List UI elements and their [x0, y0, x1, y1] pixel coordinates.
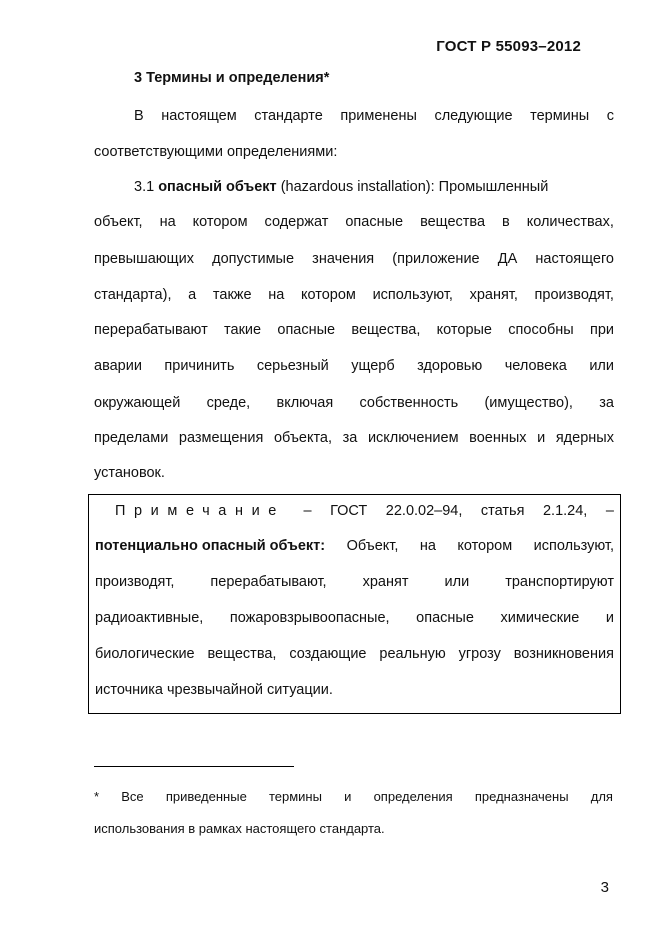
word: превышающих: [94, 251, 194, 267]
word: производят,: [95, 574, 175, 590]
word: –: [605, 503, 614, 519]
word: вещества,: [351, 322, 421, 338]
word: производят,: [534, 287, 614, 303]
term-3-1-heading: [134, 178, 548, 196]
word: определения: [373, 789, 453, 804]
word: (приложение: [392, 251, 480, 267]
word: пожаровзрывоопасные,: [229, 610, 390, 626]
word: –: [303, 503, 312, 519]
word: Все: [121, 789, 144, 804]
word: исключением: [367, 430, 459, 446]
word: Объект,: [346, 538, 399, 554]
term-line-8: [94, 429, 614, 447]
term-line-3: [94, 250, 614, 268]
word: опасные: [416, 610, 474, 626]
note-line-1: [95, 502, 614, 520]
word: серьезный: [256, 358, 329, 374]
word: аварии: [94, 358, 142, 374]
word: стандарте: [254, 108, 323, 124]
word: за: [599, 395, 614, 411]
word: на: [159, 214, 176, 230]
word: используют,: [533, 538, 614, 554]
word: такие: [224, 322, 262, 338]
word: собственность: [359, 395, 459, 411]
note-line-4: [95, 609, 614, 627]
term-name: опасный объект: [158, 179, 277, 195]
word: настоящего: [535, 251, 614, 267]
word: которые: [436, 322, 493, 338]
word: за: [342, 430, 358, 446]
word: здоровью: [417, 358, 483, 374]
word: перерабатывают,: [210, 574, 327, 590]
footnote-marker: *: [94, 789, 100, 804]
word: человека: [504, 358, 567, 374]
word: создающие: [289, 646, 367, 662]
note-term: потенциально опасный объект:: [95, 538, 326, 554]
word: приведенные: [165, 789, 247, 804]
word: котором: [192, 214, 248, 230]
word: окружающей: [94, 395, 181, 411]
word: включая: [276, 395, 334, 411]
word: термины: [268, 789, 322, 804]
section-title: 3 Термины и определения*: [134, 70, 330, 86]
term-line-4: [94, 286, 614, 304]
word: с: [606, 108, 614, 124]
term-line-2: [94, 213, 614, 231]
term-number: 3.1: [134, 179, 155, 195]
term-english: (hazardous installation):: [280, 179, 435, 195]
word: следующие: [434, 108, 513, 124]
word: опасные: [345, 214, 404, 230]
word: настоящем: [161, 108, 237, 124]
word: В: [134, 108, 144, 124]
term-line-9: установок.: [94, 465, 165, 481]
word: опасные: [277, 322, 336, 338]
word: для: [590, 789, 613, 804]
word: в: [502, 214, 510, 230]
word: при: [589, 322, 614, 338]
word: объекта,: [273, 430, 333, 446]
note-label: Примечание: [115, 503, 285, 519]
word: транспортируют: [505, 574, 614, 590]
word: угрозу: [458, 646, 501, 662]
word: или: [589, 358, 614, 374]
word: и: [537, 430, 546, 446]
word: хранят: [362, 574, 409, 590]
word: перерабатывают: [94, 322, 208, 338]
word: и: [605, 610, 614, 626]
page-number: 3: [600, 879, 609, 896]
word: вещества,: [207, 646, 277, 662]
word: ущерб: [351, 358, 395, 374]
word: котором: [457, 538, 513, 554]
word: применены: [340, 108, 417, 124]
word: предназначены: [474, 789, 569, 804]
word: значения: [312, 251, 375, 267]
word: способны: [508, 322, 574, 338]
word: среде,: [206, 395, 251, 411]
term-line-5: [94, 321, 614, 339]
word: ядерных: [555, 430, 614, 446]
word: объект,: [94, 214, 143, 230]
word: а: [188, 287, 197, 303]
note-line-3: [95, 573, 614, 591]
word: используют,: [372, 287, 453, 303]
word: пределами: [94, 430, 169, 446]
word: 2.1.24,: [542, 503, 588, 519]
word: на: [268, 287, 285, 303]
intro-line-1: [134, 107, 614, 125]
word: на: [419, 538, 436, 554]
word: военных: [469, 430, 527, 446]
word: и: [344, 789, 352, 804]
word: возникновения: [513, 646, 614, 662]
word: или: [444, 574, 470, 590]
note-line-5: [95, 645, 614, 663]
word: радиоактивные,: [95, 610, 204, 626]
term-line-6: [94, 357, 614, 375]
word: химические: [500, 610, 580, 626]
word: (имущество),: [484, 395, 573, 411]
word: 22.0.02–94,: [385, 503, 463, 519]
footnote-line-2: использования в рамках настоящего стандарта.: [94, 821, 385, 836]
word: ГОСТ: [330, 503, 368, 519]
word: содержат: [264, 214, 329, 230]
intro-line-2: соответствующими определениями:: [94, 144, 338, 160]
word: количествах,: [526, 214, 614, 230]
note-line-6: источника чрезвычайной ситуации.: [95, 682, 333, 698]
note-line-2: [95, 537, 614, 555]
document-code-header: ГОСТ Р 55093–2012: [436, 38, 581, 55]
word: статья: [480, 503, 525, 519]
word: реальную: [379, 646, 446, 662]
word: хранят,: [469, 287, 518, 303]
word: вещества: [420, 214, 486, 230]
term-line-7: [94, 394, 614, 412]
word: причинить: [164, 358, 235, 374]
term-lead: Промышленный: [438, 179, 549, 195]
word: биологические: [95, 646, 195, 662]
word: допустимые: [212, 251, 295, 267]
word: термины: [530, 108, 590, 124]
word: также: [212, 287, 252, 303]
footnote-line-1: [94, 789, 613, 805]
word: размещения: [178, 430, 264, 446]
word: котором: [300, 287, 356, 303]
word: ДА: [497, 251, 518, 267]
word: стандарта),: [94, 287, 172, 303]
footnote-separator: [94, 766, 294, 767]
